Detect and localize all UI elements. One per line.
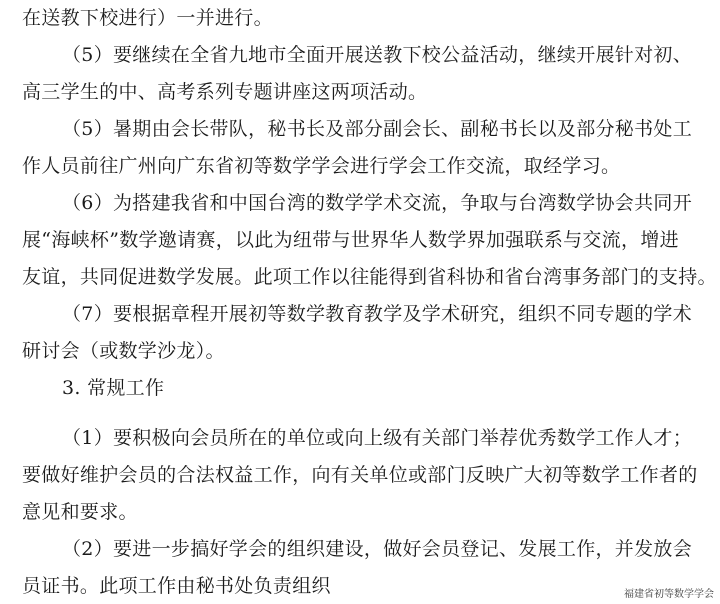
paragraph-line: （5）暑期由会长带队，秘书长及部分副会长、副秘书长以及部分秘书处工 [62, 118, 692, 140]
section-heading: 3. 常规工作 [62, 377, 165, 399]
paragraph-line: 在送教下校进行）一并进行。 [22, 7, 273, 29]
paragraph-line: 作人员前往广州向广东省初等数学学会进行学会工作交流，取经学习。 [22, 155, 621, 177]
paragraph-line: 高三学生的中、高考系列专题讲座这两项活动。 [22, 81, 428, 103]
paragraph-line: （2）要进一步搞好学会的组织建设，做好会员登记、发展工作，并发放会 [62, 538, 692, 560]
paragraph-line: 展“海峡杯”数学邀请赛，以此为纽带与世界华人数学界加强联系与交流，增进 [22, 229, 679, 251]
paragraph-line: 要做好维护会员的合法权益工作，向有关单位或部门反映广大初等数学工作者的 [22, 464, 698, 486]
paragraph-line: 友谊，共同促进数学发展。此项工作以往能得到省科协和省台湾事务部门的支持。 [22, 266, 717, 288]
paragraph-line: （1）要积极向会员所在的单位或向上级有关部门举荐优秀数学工作人才； [62, 427, 692, 449]
paragraph-line: 意见和要求。 [22, 501, 138, 523]
paragraph-line: （5）要继续在全省九地市全面开展送教下校公益活动，继续开展针对初、 [62, 44, 692, 66]
paragraph-line: （6）为搭建我省和中国台湾的数学学术交流，争取与台湾数学协会共同开 [62, 192, 692, 214]
paragraph-line: 员证书。此项工作由秘书处负责组织 [22, 575, 331, 597]
watermark: 福建省初等数学学会 [624, 589, 714, 600]
paragraph-line: （7）要根据章程开展初等数学教育教学及学术研究，组织不同专题的学术 [62, 303, 692, 325]
paragraph-line: 研讨会（或数学沙龙）。 [22, 340, 225, 362]
